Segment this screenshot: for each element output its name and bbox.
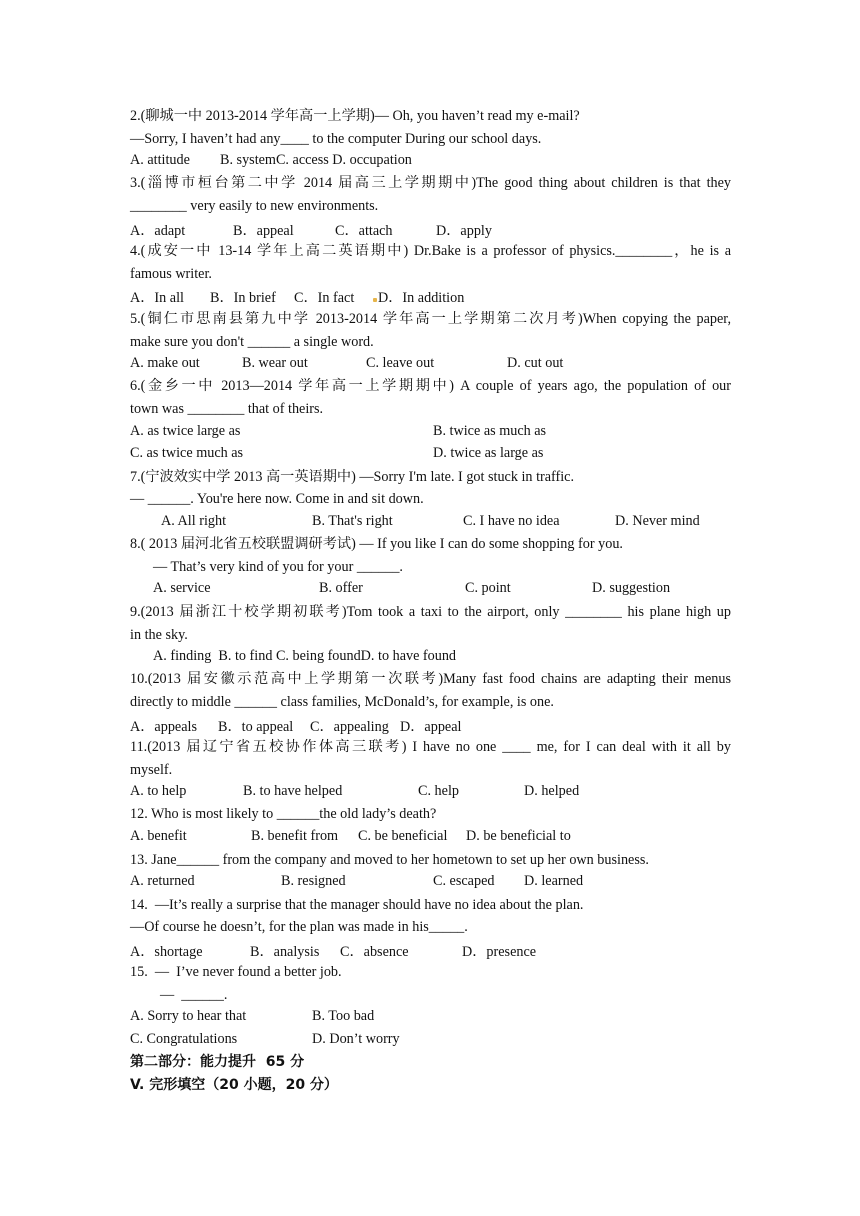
question-11-option-a: A. to help [130,783,187,799]
question-10-stem-line2: directly to middle ______ class families, McDonald’s, for example, is one. [130,694,554,710]
question-6-stem: 6.(金乡一中 2013—2014 学年高一上学期期中) A couple of years ago, the population of our [130,378,731,394]
question-10-option-d: D．appeal [400,719,462,735]
question-7-stem: 7.(宁波效实中学 2013 高一英语期中) —Sorry I'm late. I got stuck in traffic. [130,469,575,485]
question-8-option-d: D. suggestion [592,580,671,596]
question-14-option-d: D．presence [462,944,537,960]
question-3-stem: 3.(淄博市桓台第二中学 2014 届高三上学期期中)The good thing about children is that they [130,175,731,191]
question-10-option-c: C．appealing [310,719,389,735]
question-15-stem-line2: — ______. [160,987,228,1003]
question-15-option-a: A. Sorry to hear that [130,1008,247,1024]
question-14-option-b: B．analysis [250,944,320,960]
question-2-stem: 2.(聊城一中 2013-2014 学年高一上学期)— Oh, you haven’t read my e-mail? [130,108,580,124]
question-13-option-a: A. returned [130,873,195,889]
question-13-option-c: C. escaped [433,873,495,889]
question-11-option-b: B. to have helped [243,783,343,799]
question-9-options: A. finding B. to find C. being foundD. to have found [153,648,457,664]
question-7-option-b: B. That's right [312,513,393,529]
question-9-stem-line2: in the sky. [130,627,188,643]
question-6-option-d: D. twice as large as [433,445,544,461]
question-11-stem: 11.(2013 届辽宁省五校协作体高三联考) I have no one ____ me, for I can deal with it all by [130,739,731,755]
question-8-option-a: A. service [153,580,211,596]
question-15-option-c: C. Congratulations [130,1031,238,1047]
question-7-option-d: D. Never mind [615,513,700,529]
question-3-stem-line2: ________ very easily to new environments. [130,198,379,214]
question-11-stem-line2: myself. [130,762,173,778]
question-11-option-c: C. help [418,783,459,799]
question-12-option-c: C. be beneficial [358,828,448,844]
question-8-option-b: B. offer [319,580,363,596]
question-2-stem-line2: —Sorry, I haven’t had any____ to the computer During our school days. [130,131,542,147]
question-8-stem: 8.( 2013 届河北省五校联盟调研考试) — If you like I can do some shopping for you. [130,536,623,552]
yellow-mark [373,298,377,302]
question-12-option-d: D. be beneficial to [466,828,571,844]
question-8-option-c: C. point [465,580,511,596]
question-12-stem: 12. Who is most likely to ______the old lady’s death? [130,806,437,822]
question-9-stem: 9.(2013 届浙江十校学期初联考)Tom took a taxi to the airport, only ________ his plane high up [130,604,731,620]
question-3-option-c: C．attach [335,223,393,239]
question-4-option-a: A．In all [130,290,184,306]
question-5-option-a: A. make out [130,355,200,371]
question-5-option-c: C. leave out [366,355,435,371]
question-10-stem: 10.(2013 届安徽示范高中上学期第一次联考)Many fast food chains are adapting their menus [130,671,731,687]
question-7-option-a: A. All right [161,513,227,529]
question-4-option-c: C．In fact [294,290,355,306]
question-6-option-a: A. as twice large as [130,423,241,439]
question-14-stem-line2: —Of course he doesn’t, for the plan was made in his_____. [130,919,468,935]
question-15-option-d: D. Don’t worry [312,1031,400,1047]
question-8-stem-line2: — That’s very kind of you for your ______. [153,559,403,575]
question-4-option-d: D．In addition [378,290,465,306]
section-subtitle: V. 完形填空（20 小题，20 分） [130,1077,338,1093]
section-title: 第二部分：能力提升 65 分 [130,1054,305,1070]
question-15-stem: 15. — I’ve never found a better job. [130,964,342,980]
question-5-stem-line2: make sure you don't ______ a single word. [130,334,374,350]
question-3-option-a: A．adapt [130,223,186,239]
question-10-option-a: A．appeals [130,719,197,735]
question-13-option-b: B. resigned [281,873,346,889]
question-14-stem: 14. —It’s really a surprise that the manager should have no idea about the plan. [130,897,584,913]
question-5-stem: 5.(铜仁市思南县第九中学 2013-2014 学年高一上学期第二次月考)When copying the paper, [130,311,731,327]
question-4-option-b: B．In brief [210,290,276,306]
question-11-option-d: D. helped [524,783,580,799]
question-2-option-a: A. attitude [130,152,190,168]
question-7-stem-line2: — ______. You're here now. Come in and sit down. [130,491,424,507]
question-14-option-c: C．absence [340,944,409,960]
question-3-option-b: B．appeal [233,223,294,239]
question-5-option-d: D. cut out [507,355,564,371]
question-6-option-b: B. twice as much as [433,423,547,439]
question-15-option-b: B. Too bad [312,1008,375,1024]
question-2-options-bcd: B. systemC. access D. occupation [220,152,412,168]
question-6-stem-line2: town was ________ that of theirs. [130,401,324,417]
question-13-option-d: D. learned [524,873,584,889]
question-4-stem: 4.(成安一中 13-14 学年上高二英语期中) Dr.Bake is a professor of physics.________，he is a [130,243,731,259]
question-7-option-c: C. I have no idea [463,513,560,529]
question-5-option-b: B. wear out [242,355,308,371]
question-3-option-d: D．apply [436,223,492,239]
question-12-option-b: B. benefit from [251,828,339,844]
question-4-stem-line2: famous writer. [130,266,212,282]
question-13-stem: 13. Jane______ from the company and moved to her hometown to set up her own business. [130,852,649,868]
question-10-option-b: B．to appeal [218,719,294,735]
question-12-option-a: A. benefit [130,828,187,844]
question-14-option-a: A．shortage [130,944,203,960]
question-6-option-c: C. as twice much as [130,445,244,461]
